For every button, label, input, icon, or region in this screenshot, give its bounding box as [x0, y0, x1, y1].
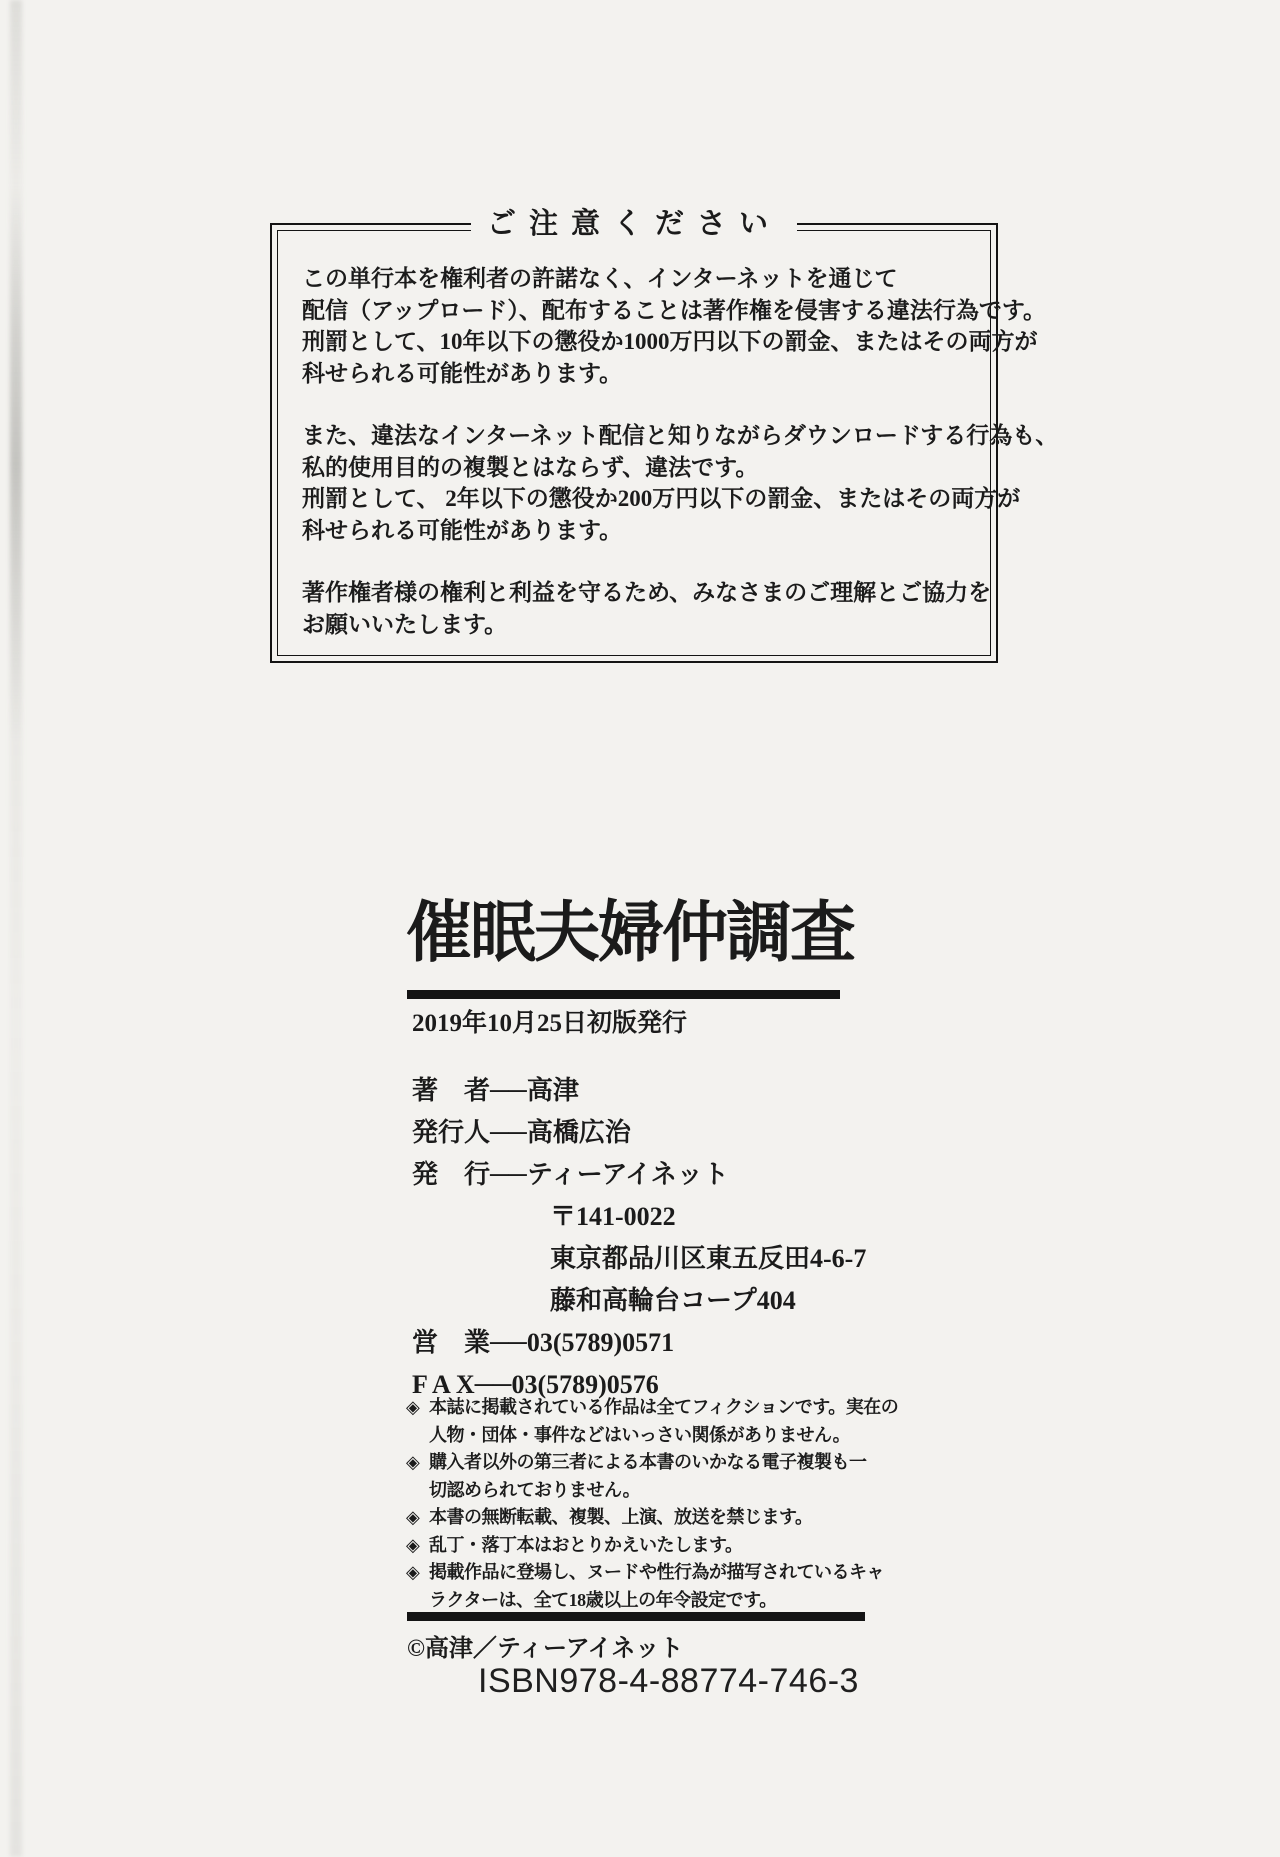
book-title: 催眠夫婦仲調査 — [406, 897, 854, 970]
publisher-row-issuer: 発行人──高橋広治 — [412, 1118, 631, 1147]
title-underline-rule — [407, 990, 840, 999]
note-defective-copies: ◈ 乱丁・落丁本はおとりかえいたします。 — [406, 1532, 898, 1560]
diamond-bullet-icon: ◈ — [406, 1452, 420, 1472]
notes-bottom-rule — [407, 1612, 865, 1621]
diamond-bullet-icon: ◈ — [406, 1507, 420, 1527]
note-electronic-copy: ◈ 購入者以外の第三者による本書のいかなる電子複製も一 切認められておりません。 — [406, 1449, 898, 1504]
scan-artifact-streak — [10, 0, 22, 1857]
warning-box-body — [302, 263, 1059, 640]
publisher-row-sales-phone: 営 業──03(5789)0571 — [412, 1328, 675, 1357]
publisher-row-fax: F A X──03(5789)0576 — [412, 1370, 659, 1399]
warning-paragraph-request: 著作権者様の権利と利益を守るため、みなさまのご理解とご協力を お願いいたします。 — [302, 580, 992, 637]
diamond-bullet-icon: ◈ — [406, 1534, 420, 1555]
note-fiction: ◈ 本誌に掲載されている作品は全てフィクションです。実在の 人物・団体・事件などはいっさい関係がありません。 — [406, 1394, 898, 1449]
warning-paragraph-download: また、違法なインターネット配信と知りながらダウンロードする行為も、 私的使用目的の複製とはならず、違法です。 刑罰として、 2年以下の懲役か200万円以下の罰金、またはその両方が 科せられる可能性があります。 — [302, 423, 1059, 543]
legal-notes-list — [406, 1394, 898, 1614]
warning-paragraph-upload: この単行本を権利者の許諾なく、インターネットを通じて 配信（アップロード）、配布することは著作権を侵害する違法行為です。 刑罰として、10年以下の懲役か1000万円以下の罰金、またはその両方が 科せられる可能性があります。 — [302, 266, 1047, 386]
copyright-line: ©高津／ティーアイネット — [407, 1636, 684, 1662]
publisher-row-author: 著 者──高津 — [412, 1076, 579, 1105]
warning-box-title: ご注意ください — [471, 204, 797, 244]
diamond-bullet-icon: ◈ — [406, 1397, 420, 1417]
note-age-setting: ◈ 掲載作品に登場し、ヌードや性行為が描写されているキャ ラクターは、全て18歳以上の年令設定です。 — [406, 1559, 898, 1614]
diamond-bullet-icon: ◈ — [406, 1562, 420, 1582]
publisher-row-address: 東京都品川区東五反田4-6-7 — [550, 1244, 867, 1273]
note-reproduction: ◈ 本書の無断転載、複製、上演、放送を禁じます。 — [406, 1504, 898, 1532]
publisher-row-publisher: 発 行──ティーアイネット — [412, 1160, 729, 1189]
publisher-row-building: 藤和高輪台コープ404 — [550, 1286, 796, 1315]
copyright-warning-box — [270, 208, 1059, 663]
publisher-info-block — [412, 1070, 866, 1406]
isbn-number: ISBN978-4-88774-746-3 — [478, 1662, 859, 1700]
edition-date: 2019年10月25日初版発行 — [412, 1010, 688, 1037]
publisher-row-postal-code: 〒141-0022 — [550, 1202, 676, 1231]
